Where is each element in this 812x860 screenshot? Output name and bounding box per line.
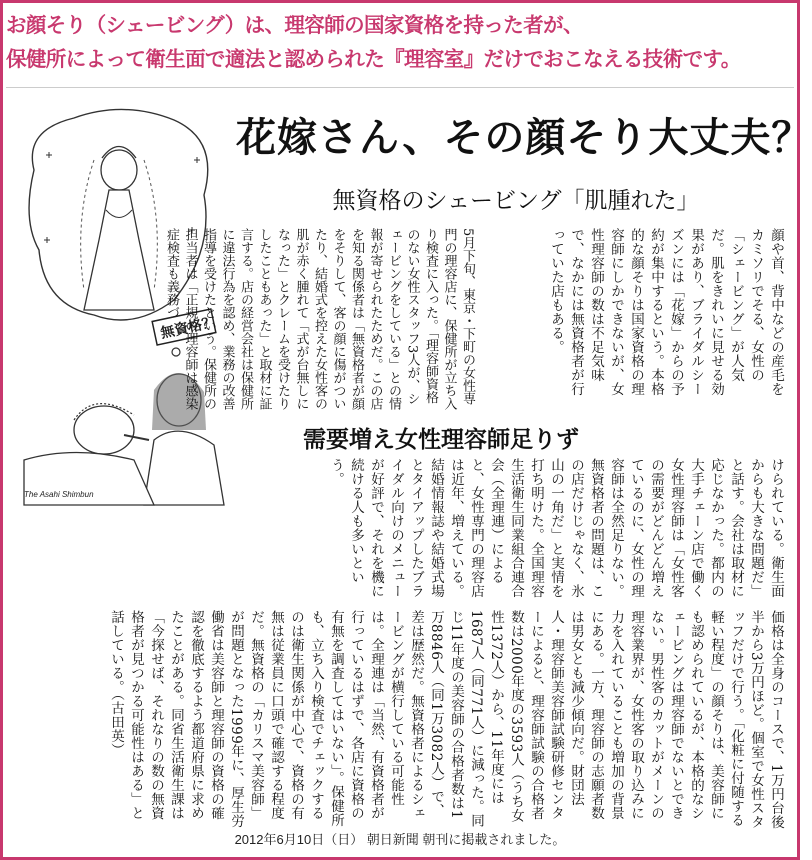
article-column-middle: けられている。衛生面からも大きな問題だ」と話す。会社は取材に応じなかった。都内の大手チェーン店で働く女性理容師は「女性客の需要がどんどん増えているのに、女性の理容師は全然足りない。無資格者の問題は、この店だけじゃなく、氷山の一角だ」と実情を打ち明けた。全国理容生活衛生同業組合連合会（全理連）によると、女性専門の理容店は近年、増えている。結婚情報誌や結婚式場とタイアップしたブライダル向けのメニューが好評で、それを機に続ける人も多いという。 — [328, 458, 784, 598]
headline-line-2: 保健所によって衛生面で適法と認められた『理容室』だけでおこなえる技術です。 — [6, 47, 741, 71]
headline — [6, 8, 792, 76]
article-column-beside-illustration: 5月下旬、東京・下町の女性専門の理容店に、保健所が立ち入り検査に入った。「理容師資格のない女性スタッフ3人が、シェービングをしている」との情報が寄せられたためだ。この店を知る関係者は「無資格者が顔をそりして、客の顔に傷がついたり、結婚式を控えた女性客の肌が赤く腫れて「式が台無しになった」とクレームを受けたりしたこともあった」と取材に証言する。店の経営会社は保健所に違法行為を認め、業務の改善指導を受けたという。保健所の担当者は「正規の理容師は感染症検査も義務づ — [164, 228, 475, 410]
article-subtitle: 無資格のシェービング「肌腫れた」 — [332, 188, 700, 214]
headline-line-1: お顔そり（シェービング）は、理容師の国家資格を持った者が、 — [6, 13, 583, 37]
publication-note: 2012年6月10日（日） 朝日新聞 朝刊に掲載されました。 — [234, 832, 566, 847]
article-column-bottom: 価格は全身のコースで、1万円台後半から3万円ほど。個室で女性スタッフだけで行う。「化粧に付随する軽い程度」の顔そりは、美容師にも認められているが、本格的なシェービングは理容師でないとできない。男性客のカットがメーンの理容業界が、女性客の取り込みに力を入れていることも増加の背景にある。一方、理容師の志願者数は男女とも減少傾向だ。財団法人・理容師美容師試験研修センターによると、理容師試験の合格者数は2000年度の3593人（うち女性1372人）から、11年度には1687人（同771人）に減った。同じ11年度の美容師の合格者数は1万8846人（同1万3082人）で、差は歴然だ。無資格者によるシェービングが横行している可能性は。全理連は「当然、有資格者が行っているはずで、各店に資格の有無を調査してはいない」。保健所も、立ち入り検査でチェックするのは衛生関係が中心で、資格の有無は従業員に口頭で確認する程度だ。無資格の「カリスマ美容師」が問題となった1999年に、厚生労働省は美容師と理容師の資格の確認を徹底するよう都道府県に求めたことがある。同省生活衛生課は「今探せば、それなりの数の無資格者が見つかる可能性はある」と話している。（古田英） — [108, 610, 784, 830]
article-column-top: 顔や首、背中などの産毛をカミソリでそる、女性の「シェービング」が人気だ。肌をきれいに見せる効果があり、ブライダルシーズンには「花嫁」からの予約が集中するという。本格的な顔そりは国家資格の理容師にしかできないが、女性理容師の数は不足気味で、なかには無資格者が行っていた店もある。 — [548, 228, 784, 396]
illustration-tag: 無資格？ — [159, 314, 218, 342]
article-title: 花嫁さん、その顔そり大丈夫？ — [236, 114, 812, 161]
newspaper-clipping — [6, 87, 812, 833]
section-heading: 需要増え女性理容師足りず — [303, 426, 579, 453]
illustration-credit: The Asahi Shimbun — [24, 490, 94, 499]
